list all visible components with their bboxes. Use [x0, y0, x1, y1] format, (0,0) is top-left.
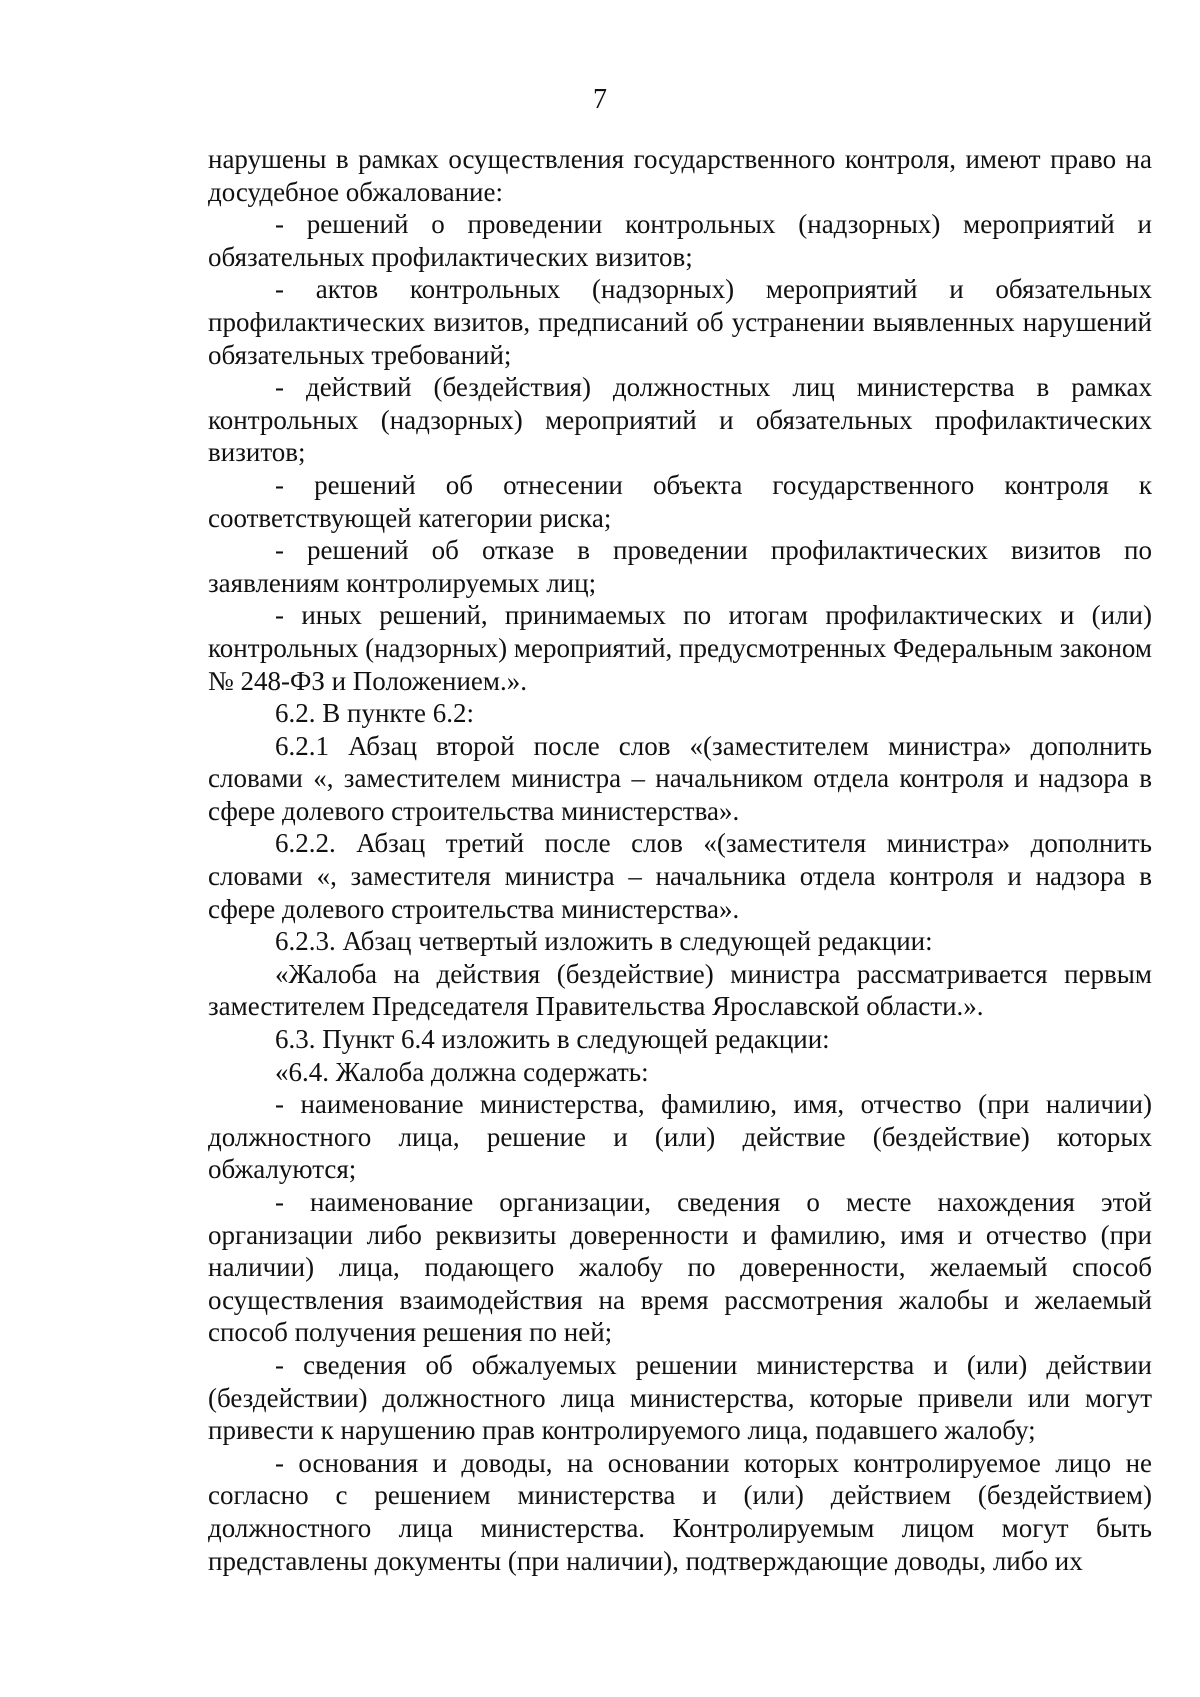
paragraph-complaint-minister: «Жалоба на действия (бездействие) министра рассматривается первым заместителем Председателя Правительства Ярославской области.». — [208, 958, 1152, 1022]
paragraph-6-4: «6.4. Жалоба должна содержать: — [275, 1056, 649, 1087]
list-item-actions-officials: - действий (бездействия) должностных лиц министерства в рамках контрольных (надзорных) мероприятий и обязательных профилактических визитов; — [208, 372, 1152, 468]
paragraph-6-2-2: 6.2.2. Абзац третий после слов «(заместителя министра» дополнить словами «, заместителя министра – начальника отдела контроля и надзора в сфере долевого строительства министерства». — [208, 828, 1152, 924]
list-item-grounds: - основания и доводы, на основании которых контролируемое лицо не согласно с решением министерства и (или) действием (бездействием) должностного лица министерства. Контролируемым лицом могут быть представлены документы (при наличии), подтверждающие доводы, либо их — [208, 1447, 1152, 1576]
list-item-other-decisions: - иных решений, принимаемых по итогам профилактических и (или) контрольных (надзорных) мероприятий, предусмотренных Федеральным законом № 248-ФЗ и Положением.». — [208, 600, 1152, 696]
paragraph-6-2: 6.2. В пункте 6.2: — [275, 698, 474, 729]
paragraph-continuation: нарушены в рамках осуществления государственного контроля, имеют право на досудебное обжалование: — [208, 144, 1152, 207]
list-item-refusal-visits: - решений об отказе в проведении профилактических визитов по заявлениям контролируемых лиц; — [208, 535, 1152, 598]
list-item-decisions-measures: - решений о проведении контрольных (надзорных) мероприятий и обязательных профилактических визитов; — [208, 209, 1152, 272]
paragraph-6-3: 6.3. Пункт 6.4 изложить в следующей редакции: — [275, 1024, 830, 1055]
paragraph-6-2-1: 6.2.1 Абзац второй после слов «(заместителем министра» дополнить словами «, заместителем министра – начальником отдела контроля и надзора в сфере долевого строительства министерства». — [208, 730, 1152, 826]
document-body — [208, 143, 1152, 1577]
list-item-ministry-name: - наименование министерства, фамилию, имя, отчество (при наличии) должностного лица, решение и (или) действие (бездействие) которых обжалуются; — [208, 1089, 1152, 1185]
list-item-appealed-decisions: - сведения об обжалуемых решении министерства и (или) действии (бездействии) должностного лица министерства, которые привели или могут привести к нарушению прав контролируемого лица, подавшего жалобу; — [208, 1349, 1152, 1446]
list-item-risk-category: - решений об отнесении объекта государственного контроля к соответствующей категории риска; — [208, 469, 1152, 533]
page-number: 7 — [593, 84, 607, 115]
paragraph-6-2-3: 6.2.3. Абзац четвертый изложить в следующей редакции: — [275, 926, 933, 957]
list-item-acts: - актов контрольных (надзорных) мероприятий и обязательных профилактических визитов, предписаний об устранении выявленных нарушений обязательных требований; — [208, 274, 1152, 370]
list-item-organization-name: - наименование организации, сведения о месте нахождения этой организации либо реквизиты доверенности и фамилию, имя и отчество (при наличии) лица, подающего жалобу по доверенности, желаемый способ осуществления взаимодействия на время рассмотрения жалобы и желаемый способ получения решения по ней; — [208, 1187, 1152, 1348]
